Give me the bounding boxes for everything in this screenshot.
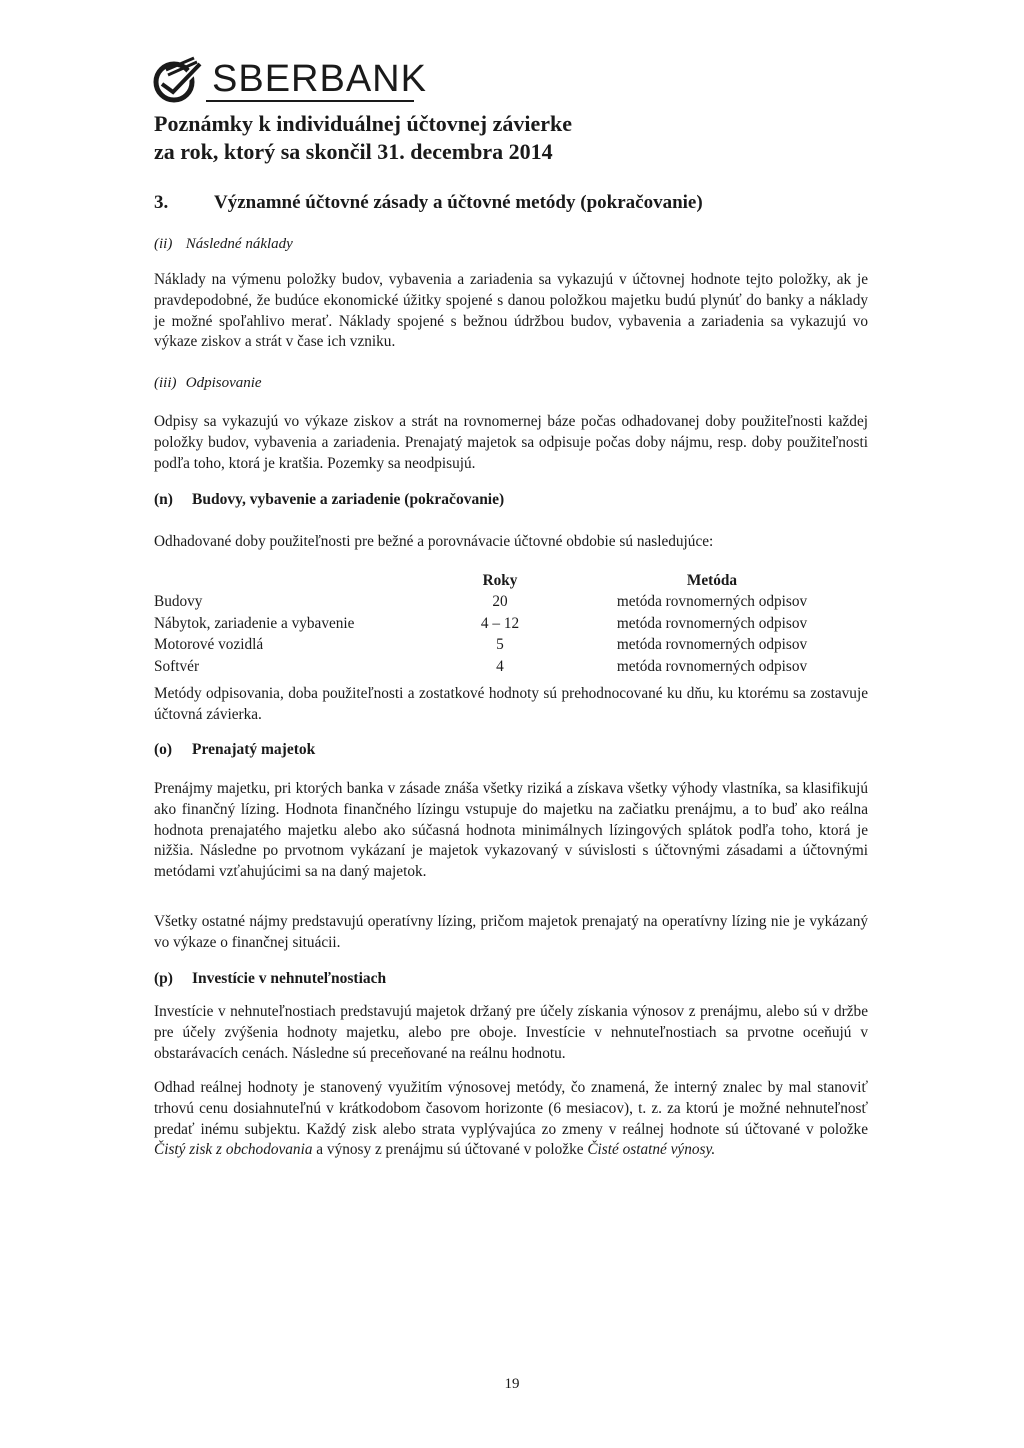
- heading-letter: (o): [154, 741, 173, 758]
- paragraph-operating-lease: Všetky ostatné nájmy predstavujú operatívny lízing, pričom majetok prenajatý na operatívny lízing nie je vykázaný vo výkaze o finančnej situácii.: [154, 913, 868, 951]
- page-number: 19: [504, 1376, 520, 1392]
- title-line-1: Poznámky k individuálnej účtovnej závierke: [154, 111, 573, 136]
- table-header: Metóda: [686, 571, 738, 589]
- brand-name: SBERBANK: [212, 58, 427, 100]
- table-cell: 4: [496, 657, 504, 675]
- sberbank-logo-icon: [148, 54, 206, 104]
- paragraph-finance-lease: Prenájmy majetku, pri ktorých banka v zásade znáša všetky riziká a získava všetky výhody vlastníka, sa klasifikujú ako finančný lízing. Hodnota finančného lízingu vstupuje do majetku na začiatku prenájmu, a to buď ako reálna hodnota prenajatého majetku alebo ako súčasná hodnota minimálnych lízingových splátok podľa toho, ktorá je nižšia. Následne po prvotnom vykázaní je majetok vykazovaný v súvislosti s účtovnými zásadami a účtovnými metódami vzťahujúcimi sa na daný majetok.: [154, 780, 868, 881]
- table-row: [154, 592, 854, 614]
- table-row: [154, 656, 854, 678]
- table-cell: Motorové vozidlá: [154, 636, 264, 654]
- table-header-row: [154, 570, 854, 592]
- heading-o: [154, 741, 315, 759]
- logo-underline: [206, 100, 414, 102]
- section-number: 3.: [154, 192, 169, 213]
- table-cell: metóda rovnomerných odpisov: [616, 636, 808, 654]
- paragraph-subsequent-costs: Náklady na výmenu položky budov, vybavenia a zariadenia sa vykazujú v účtovnej hodnote tejto položky, ak je pravdepodobné, že budúce ekonomické úžitky spojené s danou položkou majetku budú plynúť do banky a náklady je možné spoľahlivo merať. Náklady spojené s bežnou údržbou budov, vybavenia a zariadenia sa vykazujú vo výkaze ziskov a strát v čase ich vzniku.: [154, 271, 868, 351]
- section-title: Významné účtovné zásady a účtovné metódy (pokračovanie): [214, 192, 703, 213]
- table-cell: Nábytok, zariadenie a vybavenie: [154, 614, 355, 632]
- heading-p: [154, 970, 386, 988]
- subsection-title: Odpisovanie: [185, 375, 262, 391]
- table-cell: 20: [492, 593, 508, 611]
- fair-value-text-b: a výnosy z prenájmu sú účtované v položke: [312, 1141, 588, 1159]
- useful-lives-table: [154, 570, 854, 678]
- heading-letter: (p): [154, 970, 173, 987]
- heading-title: Prenajatý majetok: [192, 741, 316, 758]
- heading-letter: (n): [154, 491, 173, 508]
- sberbank-logo: [148, 54, 427, 104]
- table-cell: metóda rovnomerných odpisov: [616, 657, 808, 675]
- table-header: Roky: [482, 571, 518, 589]
- table-header: [154, 570, 430, 592]
- paragraph-depreciation-review: Metódy odpisovania, doba použiteľnosti a zostatkové hodnoty sú prehodnocované ku dňu, ku ktorému sa zostavuje účtovná závierka.: [154, 685, 868, 723]
- table-row: [154, 613, 854, 635]
- heading-title: Investície v nehnuteľnostiach: [192, 970, 387, 987]
- table-cell: metóda rovnomerných odpisov: [616, 614, 808, 632]
- subsection-heading-iii: [154, 375, 262, 392]
- table-cell: 4 – 12: [480, 614, 520, 632]
- table-row: [154, 635, 854, 657]
- table-cell: Softvér: [154, 657, 200, 675]
- paragraph-useful-lives-intro: Odhadované doby použiteľnosti pre bežné a porovnávacie účtovné obdobie sú nasledujúce:: [154, 533, 714, 550]
- section-heading: [154, 192, 703, 214]
- paragraph-investment-property: Investície v nehnuteľnostiach predstavujú majetok držaný pre účely získania výnosov z prenájmu, alebo sú v držbe pre účely zvýšenia hodnoty majetku, alebo pre oboje. Investície v nehnuteľnostiach sa prvotne oceňujú v obstarávacích cenách. Následne sú preceňované na reálnu hodnotu.: [154, 1003, 868, 1062]
- document-title: [154, 110, 572, 166]
- paragraph-depreciation: Odpisy sa vykazujú vo výkaze ziskov a strát na rovnomernej báze počas odhadovanej doby použiteľnosti každej položky budov, vybavenia a zariadenia. Prenajatý majetok sa odpisuje počas doby nájmu, resp. doby použiteľnosti podľa toho, ktorá je kratšia. Pozemky sa neodpisujú.: [154, 413, 868, 472]
- heading-title: Budovy, vybavenie a zariadenie (pokračovanie): [192, 491, 505, 508]
- fair-value-term-trading: Čistý zisk z obchodovania: [154, 1141, 313, 1159]
- subsection-title: Následné náklady: [185, 236, 293, 252]
- table-cell: Budovy: [154, 593, 203, 611]
- subsection-heading-ii: [154, 236, 293, 253]
- table-cell: metóda rovnomerných odpisov: [616, 593, 808, 611]
- subsection-number: (ii): [154, 236, 173, 252]
- table-cell: 5: [496, 636, 504, 654]
- fair-value-text-a: Odhad reálnej hodnoty je stanovený využitím výnosovej metódy, čo znamená, že interný znalec by mal stanoviť trhovú cenu dosiahnuteľnú v krátkodobom časovom horizonte (6 mesiacov), t. z. za ktorú je možné nehnuteľnosť predať inému subjektu. Každý zisk alebo strata vyplývajúca zo zmeny v reálnej hodnote sú účtované v položke: [154, 1079, 868, 1138]
- paragraph-fair-value: [154, 1078, 868, 1161]
- fair-value-term-other-income: Čisté ostatné výnosy.: [587, 1141, 716, 1159]
- subsection-number: (iii): [154, 375, 177, 391]
- title-line-2: za rok, ktorý sa skončil 31. decembra 2014: [154, 139, 553, 164]
- heading-n: [154, 491, 504, 509]
